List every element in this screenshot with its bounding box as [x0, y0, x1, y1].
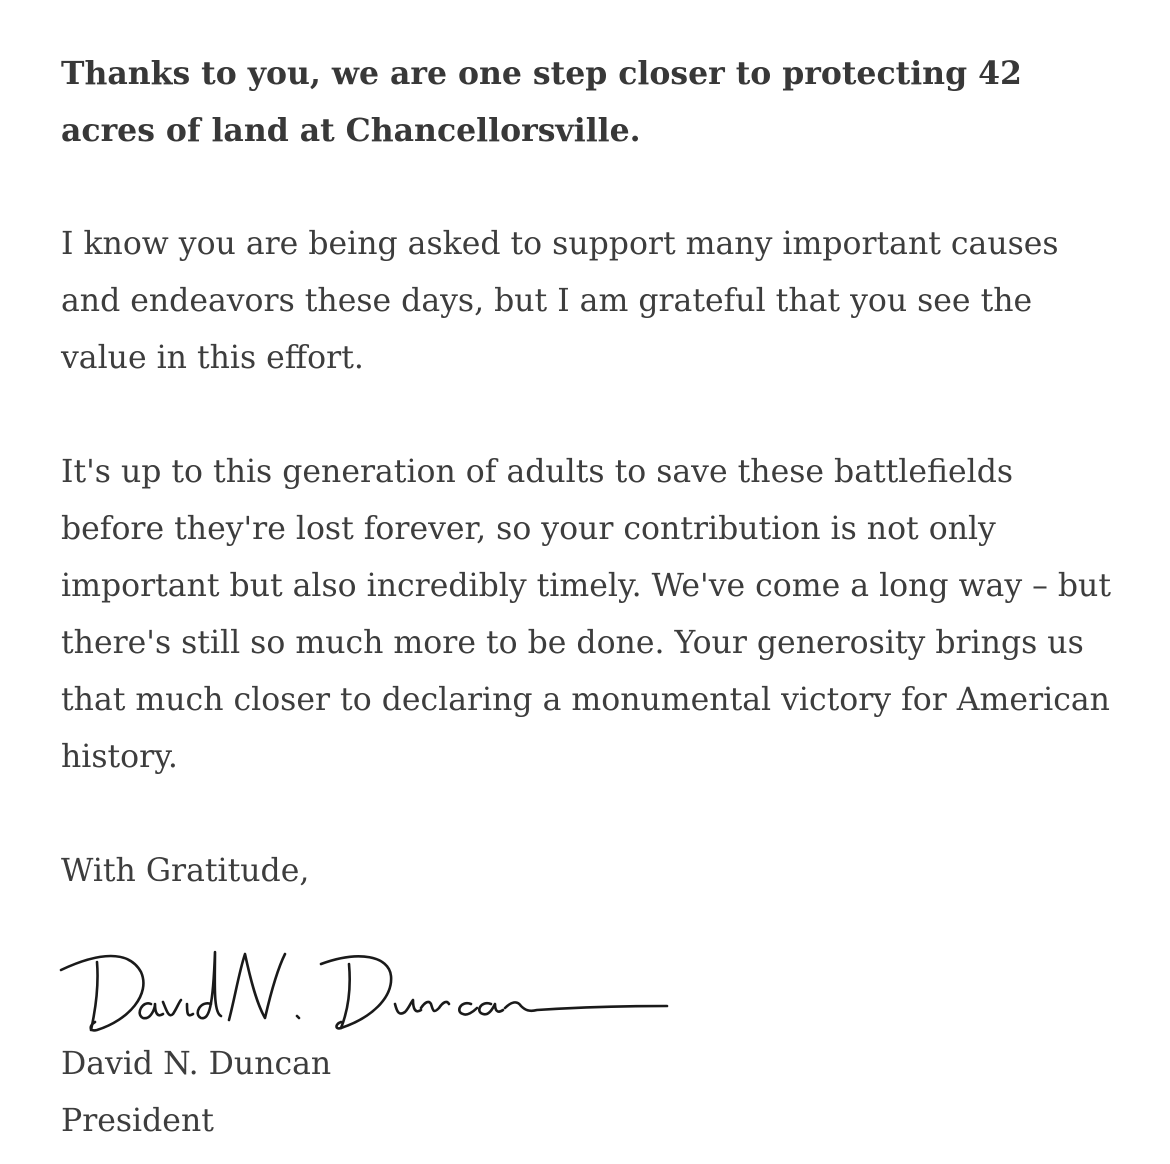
handwritten-signature	[59, 942, 669, 1042]
lead-paragraph: Thanks to you, we are one step closer to protecting 42 acres of land at Chancellorsville.	[61, 55, 1022, 149]
closing-line: With Gratitude,	[61, 853, 310, 889]
signer-title: President	[61, 1103, 214, 1139]
body-paragraph-2: It's up to this generation of adults to save these battlefields before they're lost forever, so your contribution is not only important but also incredibly timely. We've come a long way – but there's still so much more to be done. Your generosity brings us that much closer to declaring a monumental victory for American history.	[61, 454, 1112, 775]
body-paragraph-1: I know you are being asked to support many important causes and endeavors these days, but I am grateful that you see the value in this effort.	[61, 226, 1059, 376]
letter-body	[61, 45, 1121, 1150]
signer-name: David N. Duncan	[61, 1046, 332, 1082]
